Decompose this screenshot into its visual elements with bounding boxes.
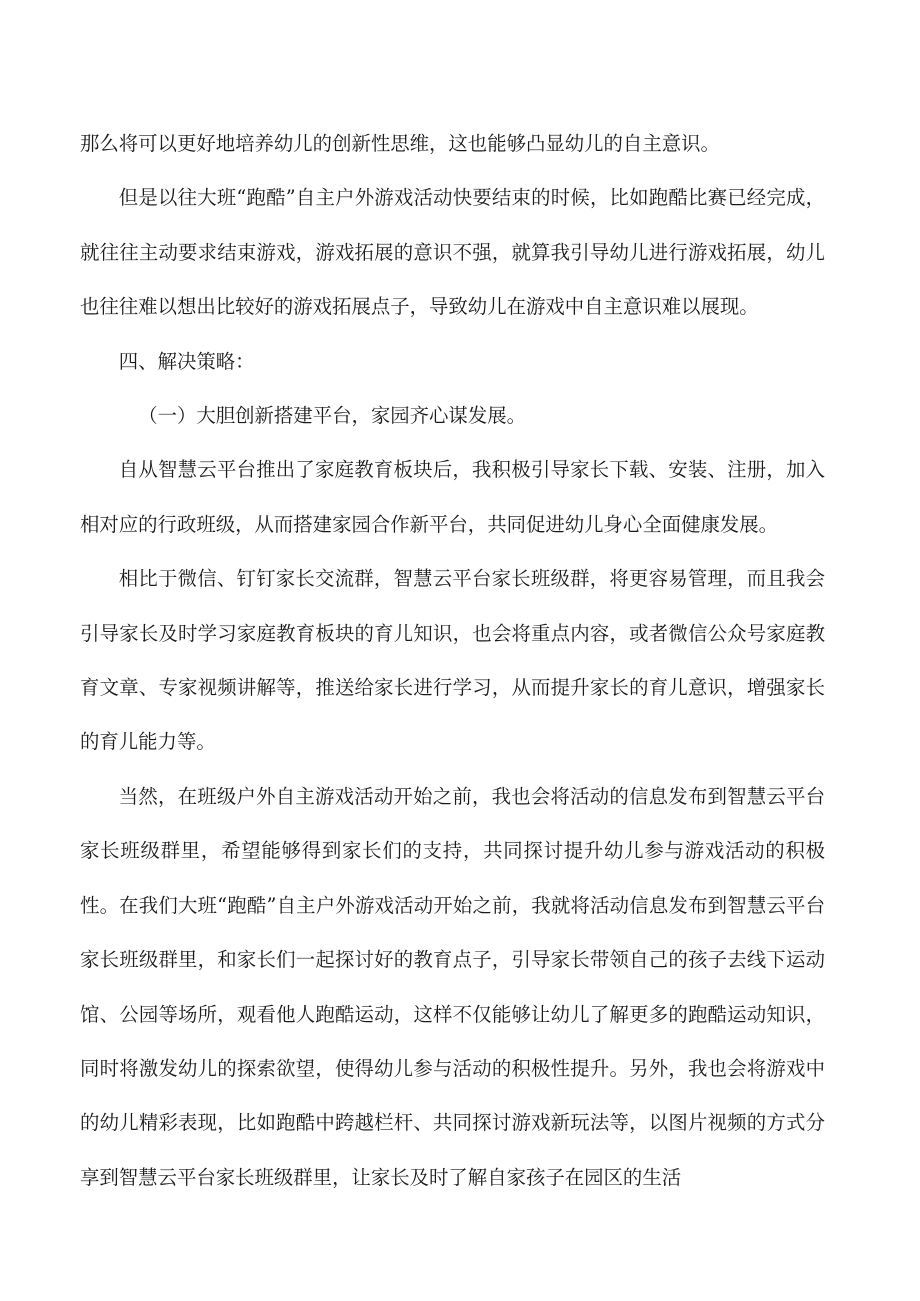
paragraph-platform-compare: 相比于微信、钉钉家长交流群，智慧云平台家长班级群，将更容易管理，而且我会引导家长及时学习家庭教育板块的育儿知识，也会将重点内容，或者微信公众号家庭教育文章、专家视频讲解等，推送给家长进行学习，从而提升家长的育儿意识，增强家长的育儿能力等。 bbox=[80, 567, 825, 754]
subsection-heading-platform: （一）大胆创新搭建平台，家园齐心谋发展。 bbox=[138, 404, 526, 428]
paragraph-continuation: 那么将可以更好地培养幼儿的创新性思维，这也能够凸显幼儿的自主意识。 bbox=[80, 132, 720, 155]
paragraph-platform-setup: 自从智慧云平台推出了家庭教育板块后，我积极引导家长下载、安装、注册，加入相对应的行政班级，从而搭建家园合作新平台，共同促进幼儿身心全面健康发展。 bbox=[80, 458, 825, 536]
section-heading-solutions: 四、解决策略： bbox=[118, 349, 255, 373]
paragraph-past-problem: 但是以往大班“跑酷”自主户外游戏活动快要结束的时候，比如跑酷比赛已经完成，就往往主动要求结束游戏，游戏拓展的意识不强，就算我引导幼儿进行游戏拓展，幼儿也往往难以想出比较好的游戏拓展点子，导致幼儿在游戏中自主意识难以展现。 bbox=[80, 186, 825, 319]
paragraph-activity-sharing: 当然，在班级户外自主游戏活动开始之前，我也会将活动的信息发布到智慧云平台家长班级群里，希望能够得到家长们的支持，共同探讨提升幼儿参与游戏活动的积极性。在我们大班“跑酷”自主户外游戏活动开始之前，我就将活动信息发布到智慧云平台家长班级群里，和家长们一起探讨好的教育点子，引导家长带领自己的孩子去线下运动馆、公园等场所，观看他人跑酷运动，这样不仅能够让幼儿了解更多的跑酷运动知识，同时将激发幼儿的探索欲望，使得幼儿参与活动的积极性提升。另外，我也会将游戏中的幼儿精彩表现，比如跑酷中跨越栏杆、共同探讨游戏新玩法等，以图片视频的方式分享到智慧云平台家长班级群里，让家长及时了解自家孩子在园区的生活 bbox=[80, 784, 825, 1189]
document-body bbox=[80, 117, 825, 1205]
